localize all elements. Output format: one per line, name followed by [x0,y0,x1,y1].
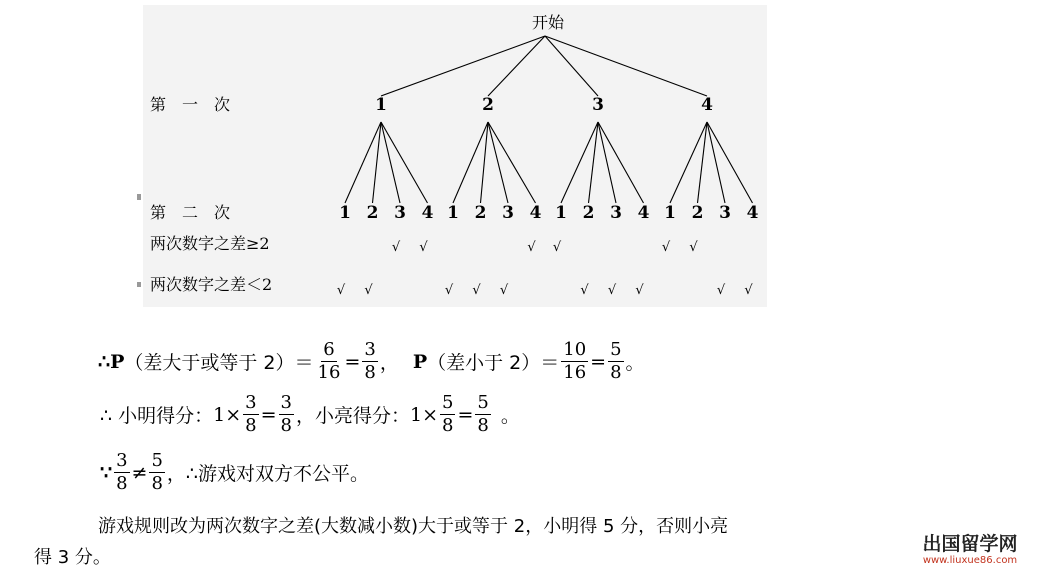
check-diff-lt-2: √ [635,283,644,298]
conclusion-text: ，∴游戏对双方不公平。 [166,463,370,485]
tree-edge [381,122,400,203]
first-draw-node: 4 [701,95,713,115]
first-draw-node: 1 [375,95,387,115]
equals-sign: = [590,350,607,373]
denominator: 8 [364,362,376,383]
numerator: 6 [323,339,335,360]
denominator: 8 [442,415,454,436]
tree-edge [488,122,508,203]
p-condition-lt2: （差小于 2）＝ [427,352,560,374]
equals-sign: = [457,403,474,426]
tree-edge [545,36,707,96]
second-draw-node: 2 [474,203,487,223]
check-diff-ge-2: √ [527,240,536,255]
second-draw-node: 3 [719,203,731,223]
rule-paragraph-line-2: 得 3 分。 [34,547,111,568]
numerator: 5 [610,339,622,360]
second-draw-node: 2 [691,203,704,223]
check-diff-ge-2: √ [391,240,401,255]
check-diff-lt-2: √ [472,283,481,298]
conclusion-line [100,450,369,495]
numerator: 10 [563,339,587,360]
tree-edge [598,122,616,203]
tree-edge [561,122,598,203]
second-draw-node: 1 [447,203,459,223]
separator: ， [379,352,399,374]
second-draw-node: 1 [664,203,676,223]
tree-edge [589,122,599,203]
first-draw-node: 3 [592,95,604,115]
row-label-diff-lt-2: 两次数字之差＜2 [150,275,273,294]
tree-root-label: 开始 [531,13,565,32]
tree-edge [707,122,725,203]
fraction [316,339,343,384]
row-label-first-draw: 第 一 次 [150,95,231,114]
p-letter: P [110,350,125,373]
fraction [475,392,490,437]
tree-edge [698,122,708,203]
second-draw-node: 4 [529,203,542,223]
second-draw-node: 4 [637,203,650,223]
watermark-title: 出国留学网 [922,533,1018,555]
denominator: 8 [116,473,128,494]
check-diff-ge-2: √ [661,240,671,255]
check-diff-lt-2: √ [336,283,346,298]
second-draw-node: 4 [421,203,434,223]
check-diff-lt-2: √ [444,283,454,298]
probability-line [98,339,645,384]
check-diff-lt-2: √ [499,283,509,298]
times-expression: 1× [410,403,439,426]
row-label-diff-ge-2: 两次数字之差≥2 [150,234,270,253]
check-diff-lt-2: √ [744,283,753,298]
site-watermark [900,533,1040,567]
numerator: 3 [280,392,292,413]
score-line [100,392,520,437]
check-diff-lt-2: √ [716,283,726,298]
check-diff-lt-2: √ [607,283,617,298]
tree-edge [345,122,381,203]
p-condition-ge2: （差大于或等于 2）＝ [124,352,314,374]
therefore-symbol: ∴ [98,350,111,373]
fraction [608,339,623,384]
denominator: 8 [280,415,292,436]
fraction [362,339,377,384]
tree-edge [453,122,488,203]
equals-sign: = [260,403,277,426]
denominator: 8 [245,415,257,436]
fraction [243,392,258,437]
not-equal-sign: ≠ [131,461,148,484]
check-diff-ge-2: √ [419,240,428,255]
numerator: 3 [364,339,376,360]
because-symbol: ∵ [100,461,113,484]
tree-edge [488,36,545,96]
row-label-second-draw: 第 二 次 [150,203,231,222]
denominator: 8 [477,415,489,436]
numerator: 5 [151,450,163,471]
tree-edge [381,36,545,96]
second-draw-node: 3 [610,203,622,223]
check-diff-ge-2: √ [552,240,562,255]
tree-edge [481,122,489,203]
check-diff-lt-2: √ [364,283,373,298]
tree-edge [381,122,428,203]
fraction [561,339,588,384]
denominator: 16 [563,362,587,383]
denominator: 8 [610,362,622,383]
watermark-url: www.liuxue86.com [922,555,1018,566]
check-diff-ge-2: √ [689,240,698,255]
numerator: 3 [245,392,257,413]
fraction [149,450,164,495]
first-draw-node: 2 [482,95,494,115]
tree-edge [707,122,753,203]
period: 。 [500,405,520,427]
tree-edge [373,122,382,203]
tree-edge [598,122,644,203]
denominator: 16 [317,362,341,383]
times-expression: 1× [213,403,242,426]
second-draw-node: 2 [582,203,595,223]
tree-edge [545,36,598,96]
numerator: 5 [477,392,489,413]
second-draw-node: 1 [339,203,351,223]
score-prefix: ∴ 小明得分： [100,405,214,427]
second-draw-node: 4 [746,203,759,223]
equals-sign: = [344,350,361,373]
score-mid: ，小亮得分： [295,405,410,427]
tree-edge [670,122,707,203]
check-diff-lt-2: √ [580,283,589,298]
fraction [279,392,294,437]
period: 。 [625,352,645,374]
rule-paragraph-line-1: 游戏规则改为两次数字之差(大数减小数)大于或等于 2，小明得 5 分，否则小亮 [98,516,729,537]
second-draw-node: 3 [502,203,514,223]
tree-edge [488,122,536,203]
fraction [440,392,455,437]
second-draw-node: 1 [555,203,567,223]
p-letter: P [412,350,428,373]
second-draw-node: 2 [366,203,379,223]
numerator: 3 [116,450,128,471]
numerator: 5 [442,392,454,413]
fraction [114,450,129,495]
denominator: 8 [151,473,163,494]
second-draw-node: 3 [394,203,406,223]
